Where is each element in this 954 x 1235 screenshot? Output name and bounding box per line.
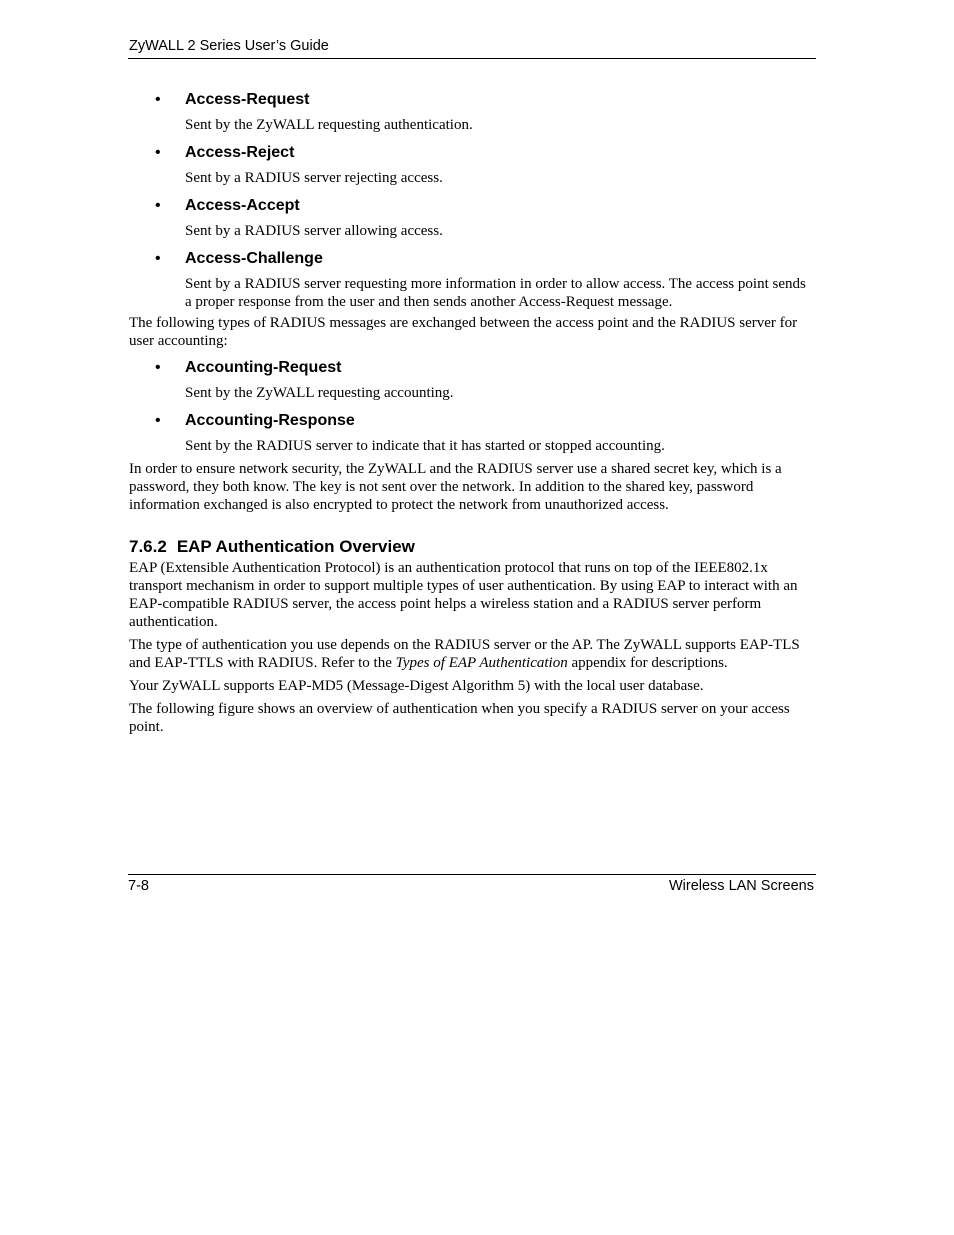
page-footer xyxy=(128,874,816,897)
bullet-icon: • xyxy=(155,359,161,376)
page-content xyxy=(129,88,815,741)
section-heading xyxy=(129,536,815,558)
bullet-icon: • xyxy=(155,144,161,161)
page-number: 7-8 xyxy=(128,878,149,894)
list-item-description: Sent by the ZyWALL requesting authentication. xyxy=(185,117,473,133)
paragraph-eap-intro: EAP (Extensible Authentication Protocol) is an authentication protocol that runs on top of the IEEE802.1x transport mechanism in order to support multiple types of user authentication. By using EAP to interact with an EAP-compatible RADIUS server, the access point helps a wireless station and a RADIUS server perform authentication. xyxy=(129,560,798,630)
list-item-term: • Access-Reject xyxy=(129,141,815,165)
chapter-title: Wireless LAN Screens xyxy=(668,878,814,894)
paragraph-eap-types: The type of authentication you use depends on the RADIUS server or the AP. The ZyWALL supports EAP-TLS and EAP-TTLS with RADIUS. Refer to the Types of EAP Authentication appendix for descriptions. xyxy=(129,637,800,671)
bullet-icon: • xyxy=(155,197,161,214)
section-title: EAP Authentication Overview xyxy=(176,537,415,556)
list-item-description: Sent by a RADIUS server allowing access. xyxy=(185,223,443,239)
paragraph-eap-md5: Your ZyWALL supports EAP-MD5 (Message-Digest Algorithm 5) with the local user database. xyxy=(129,678,704,694)
list-item-description: Sent by the RADIUS server to indicate that it has started or stopped accounting. xyxy=(185,438,665,454)
bullet-icon: • xyxy=(155,412,161,429)
bullet-icon: • xyxy=(155,91,161,108)
document-title: ZyWALL 2 Series User’s Guide xyxy=(129,38,329,54)
section-number: 7.6.2 xyxy=(129,537,167,556)
list-item-description: Sent by the ZyWALL requesting accounting. xyxy=(185,385,454,401)
list-item-term: • Accounting-Request xyxy=(129,356,815,380)
list-item-description: Sent by a RADIUS server rejecting access. xyxy=(185,170,443,186)
paragraph-security: In order to ensure network security, the ZyWALL and the RADIUS server use a shared secret key, which is a password, they both know. The key is not sent over the network. In addition to the shared key, password information exchanged is also encrypted to protect the network from unauthorized access. xyxy=(129,461,782,513)
list-item-term: • Accounting-Response xyxy=(129,409,815,433)
page-header xyxy=(128,37,816,59)
list-item-description: Sent by a RADIUS server requesting more information in order to allow access. The access point sends a proper response from the user and then sends another Access-Request message. xyxy=(185,276,806,310)
list-item-term: • Access-Accept xyxy=(129,194,815,218)
bullet-icon: • xyxy=(155,250,161,267)
paragraph-figure-intro: The following figure shows an overview of authentication when you specify a RADIUS server on your access point. xyxy=(129,701,790,735)
list-item-term: • Access-Challenge xyxy=(129,247,815,271)
list-item-term: • Access-Request xyxy=(129,88,815,112)
appendix-reference: Types of EAP Authentication xyxy=(395,655,568,671)
paragraph-accounting: The following types of RADIUS messages are exchanged between the access point and the RADIUS server for user accounting: xyxy=(129,315,798,349)
